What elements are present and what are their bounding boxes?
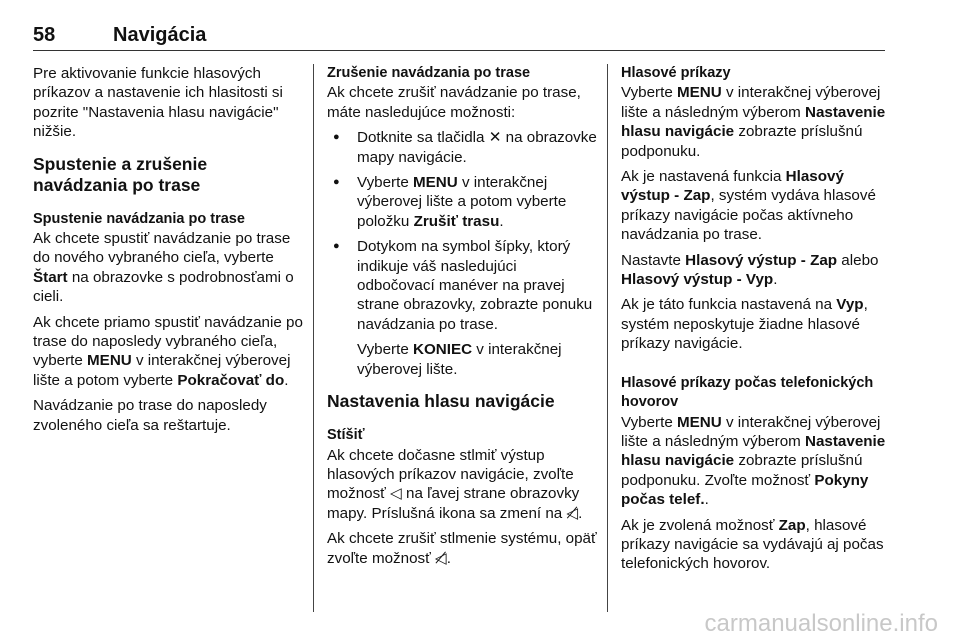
list-item: ● Dotykom na symbol šípky, ktorý indikuje váš nasledujúci odbočovací manéver na pravej strane obrazovky, zobrazte ponuku navádzania po trase. — [327, 237, 597, 334]
page-title: Navigácia — [113, 24, 207, 46]
page-number: 58 — [33, 24, 56, 46]
column-divider-2 — [607, 64, 608, 612]
paragraph-calls-on: Ak je zvolená možnosť Zap, hlasové príkazy navigácie sa vydávajú aj počas telefonických hovorov. — [621, 516, 884, 573]
section-heading-route-guidance: Spustenie a zrušenie navádzania po trase — [33, 153, 208, 195]
paragraph-voice-set: Nastavte Hlasový výstup - Zap alebo Hlasový výstup - Vyp. — [621, 251, 879, 289]
column-3 — [621, 64, 891, 580]
column-1 — [33, 64, 303, 441]
paragraph-voice-on: Ak je nastavená funkcia Hlasový výstup - Zap, systém vydáva hlasové príkazy navigácie počas aktívneho navádzania po trase. — [621, 168, 876, 244]
subheading-mute: Stíšiť — [327, 427, 365, 444]
paragraph-restart: Navádzanie po trase do naposledy zvoleného cieľa sa reštartuje. — [33, 397, 267, 434]
paragraph-mute: Ak chcete dočasne stlmiť výstup hlasových príkazov navigácie, zvoľte možnosť ◁ na ľavej strane obrazovky mapy. Príslušná ikona sa zmení na ◁̸. — [327, 446, 583, 522]
watermark: carmanualsonline.info — [704, 610, 938, 637]
subheading-voice-during-calls: Hlasové príkazy počas telefonických hovorov — [621, 374, 874, 411]
cancel-options-list — [327, 128, 597, 334]
paragraph-calls-menu: Vyberte MENU v interakčnej výberovej lište a následným výberom Nastavenie hlasu navigácie zobrazte príslušnú podponuku. Zvoľte možnosť Pokyny počas telef.. — [621, 413, 886, 509]
subheading-start-guidance: Spustenie navádzania po trase — [33, 210, 245, 227]
paragraph-unmute: Ak chcete zrušiť stlmenie systému, opäť zvoľte možnosť ◁̸. — [327, 530, 597, 567]
column-divider-1 — [313, 64, 314, 612]
column-2 — [327, 64, 597, 574]
section-heading-voice-settings: Nastavenia hlasu navigácie — [327, 391, 555, 412]
list-item: ● Dotknite sa tlačidla ✕ na obrazovke mapy navigácie. — [327, 128, 597, 167]
intro-paragraph: Pre aktivovanie funkcie hlasových príkazov a nastavenie ich hlasitosti si pozrite "Nastavenia hlasu navigácie" nižšie. — [33, 65, 283, 141]
paragraph-start-new: Ak chcete spustiť navádzanie po trase do nového vybraného cieľa, vyberte Štart na obrazovke s podrobnosťami o cieli. — [33, 230, 294, 306]
page-header — [33, 22, 885, 51]
list-item: ● Vyberte MENU v interakčnej výberovej lište a potom vyberte položku Zrušiť trasu. — [327, 173, 597, 231]
paragraph-start-last: Ak chcete priamo spustiť navádzanie po trase do naposledy vybraného cieľa, vyberte MENU v interakčnej výberovej lište a potom vyberte Pokračovať do. — [33, 313, 303, 389]
subheading-cancel-guidance: Zrušenie navádzania po trase — [327, 65, 531, 81]
paragraph-select-end: Vyberte KONIEC v interakčnej výberovej lište. — [357, 341, 562, 378]
paragraph-cancel-intro: Ak chcete zrušiť navádzanie po trase, máte nasledujúce možnosti: — [327, 84, 581, 121]
paragraph-voice-menu: Vyberte MENU v interakčnej výberovej lište a následným výberom Nastavenie hlasu navigácie zobrazte príslušnú podponuku. — [621, 84, 886, 160]
subheading-voice-prompts: Hlasové príkazy — [621, 65, 731, 81]
paragraph-voice-off: Ak je táto funkcia nastavená na Vyp, systém neposkytuje žiadne hlasové príkazy navigácie. — [621, 296, 868, 353]
